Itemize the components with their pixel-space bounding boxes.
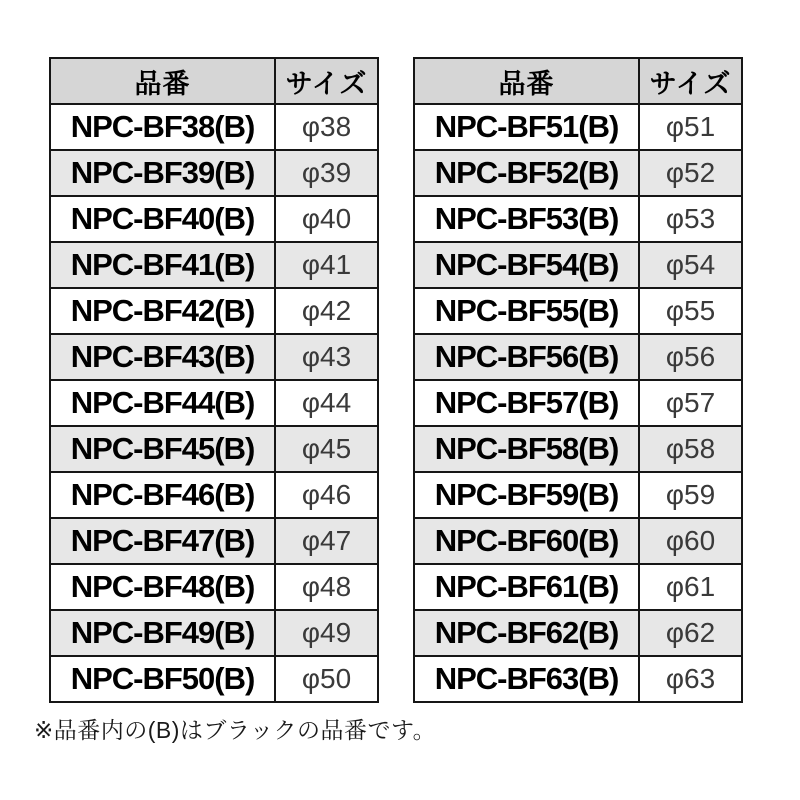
table-row (50, 656, 378, 702)
size-cell: φ38 (275, 104, 378, 150)
table-row (50, 150, 378, 196)
table-row (414, 518, 742, 564)
tables-container (49, 57, 743, 703)
size-cell: φ47 (275, 518, 378, 564)
size-cell: φ56 (639, 334, 742, 380)
size-cell: φ57 (639, 380, 742, 426)
part-number-cell: NPC-BF49(B) (50, 610, 275, 656)
part-number-cell: NPC-BF59(B) (414, 472, 639, 518)
part-number-cell: NPC-BF53(B) (414, 196, 639, 242)
part-number-cell: NPC-BF60(B) (414, 518, 639, 564)
size-cell: φ51 (639, 104, 742, 150)
size-cell: φ43 (275, 334, 378, 380)
size-cell: φ54 (639, 242, 742, 288)
size-cell: φ59 (639, 472, 742, 518)
table-row (414, 334, 742, 380)
header-row (50, 58, 378, 104)
table-row (414, 288, 742, 334)
part-number-cell: NPC-BF45(B) (50, 426, 275, 472)
part-number-cell: NPC-BF40(B) (50, 196, 275, 242)
size-cell: φ58 (639, 426, 742, 472)
part-number-cell: NPC-BF63(B) (414, 656, 639, 702)
table-row (414, 610, 742, 656)
part-number-cell: NPC-BF38(B) (50, 104, 275, 150)
header-row (414, 58, 742, 104)
table-row (50, 564, 378, 610)
size-cell: φ40 (275, 196, 378, 242)
size-cell: φ60 (639, 518, 742, 564)
size-table-left (49, 57, 379, 703)
part-number-cell: NPC-BF56(B) (414, 334, 639, 380)
part-number-cell: NPC-BF42(B) (50, 288, 275, 334)
col-header-size: サイズ (639, 58, 742, 104)
size-table-right (413, 57, 743, 703)
part-number-cell: NPC-BF43(B) (50, 334, 275, 380)
table-row (414, 150, 742, 196)
table-row (50, 104, 378, 150)
table-row (50, 380, 378, 426)
table-row (50, 196, 378, 242)
col-header-size: サイズ (275, 58, 378, 104)
col-header-part-number: 品番 (414, 58, 639, 104)
part-number-cell: NPC-BF62(B) (414, 610, 639, 656)
table-row (50, 610, 378, 656)
size-cell: φ55 (639, 288, 742, 334)
footnote: ※品番内の(B)はブラックの品番です。 (34, 717, 437, 743)
size-cell: φ42 (275, 288, 378, 334)
part-number-cell: NPC-BF48(B) (50, 564, 275, 610)
table-row (50, 472, 378, 518)
table-row (50, 288, 378, 334)
part-number-cell: NPC-BF57(B) (414, 380, 639, 426)
size-cell: φ49 (275, 610, 378, 656)
part-number-cell: NPC-BF61(B) (414, 564, 639, 610)
table-row (414, 380, 742, 426)
size-cell: φ39 (275, 150, 378, 196)
table-row (414, 426, 742, 472)
size-cell: φ50 (275, 656, 378, 702)
size-cell: φ45 (275, 426, 378, 472)
table-row (50, 426, 378, 472)
part-number-cell: NPC-BF55(B) (414, 288, 639, 334)
size-cell: φ63 (639, 656, 742, 702)
size-cell: φ41 (275, 242, 378, 288)
table-row (50, 242, 378, 288)
col-header-part-number: 品番 (50, 58, 275, 104)
table-row (414, 242, 742, 288)
part-number-cell: NPC-BF51(B) (414, 104, 639, 150)
table-row (414, 196, 742, 242)
part-number-cell: NPC-BF47(B) (50, 518, 275, 564)
size-cell: φ46 (275, 472, 378, 518)
part-number-cell: NPC-BF50(B) (50, 656, 275, 702)
part-number-cell: NPC-BF44(B) (50, 380, 275, 426)
size-cell: φ44 (275, 380, 378, 426)
table-row (50, 334, 378, 380)
table-row (414, 104, 742, 150)
table-row (50, 518, 378, 564)
size-cell: φ61 (639, 564, 742, 610)
part-number-cell: NPC-BF52(B) (414, 150, 639, 196)
part-number-cell: NPC-BF46(B) (50, 472, 275, 518)
part-number-cell: NPC-BF41(B) (50, 242, 275, 288)
part-number-cell: NPC-BF58(B) (414, 426, 639, 472)
table-row (414, 472, 742, 518)
table-row (414, 656, 742, 702)
size-cell: φ53 (639, 196, 742, 242)
table-row (414, 564, 742, 610)
part-number-cell: NPC-BF39(B) (50, 150, 275, 196)
size-cell: φ52 (639, 150, 742, 196)
size-cell: φ48 (275, 564, 378, 610)
size-cell: φ62 (639, 610, 742, 656)
part-number-cell: NPC-BF54(B) (414, 242, 639, 288)
